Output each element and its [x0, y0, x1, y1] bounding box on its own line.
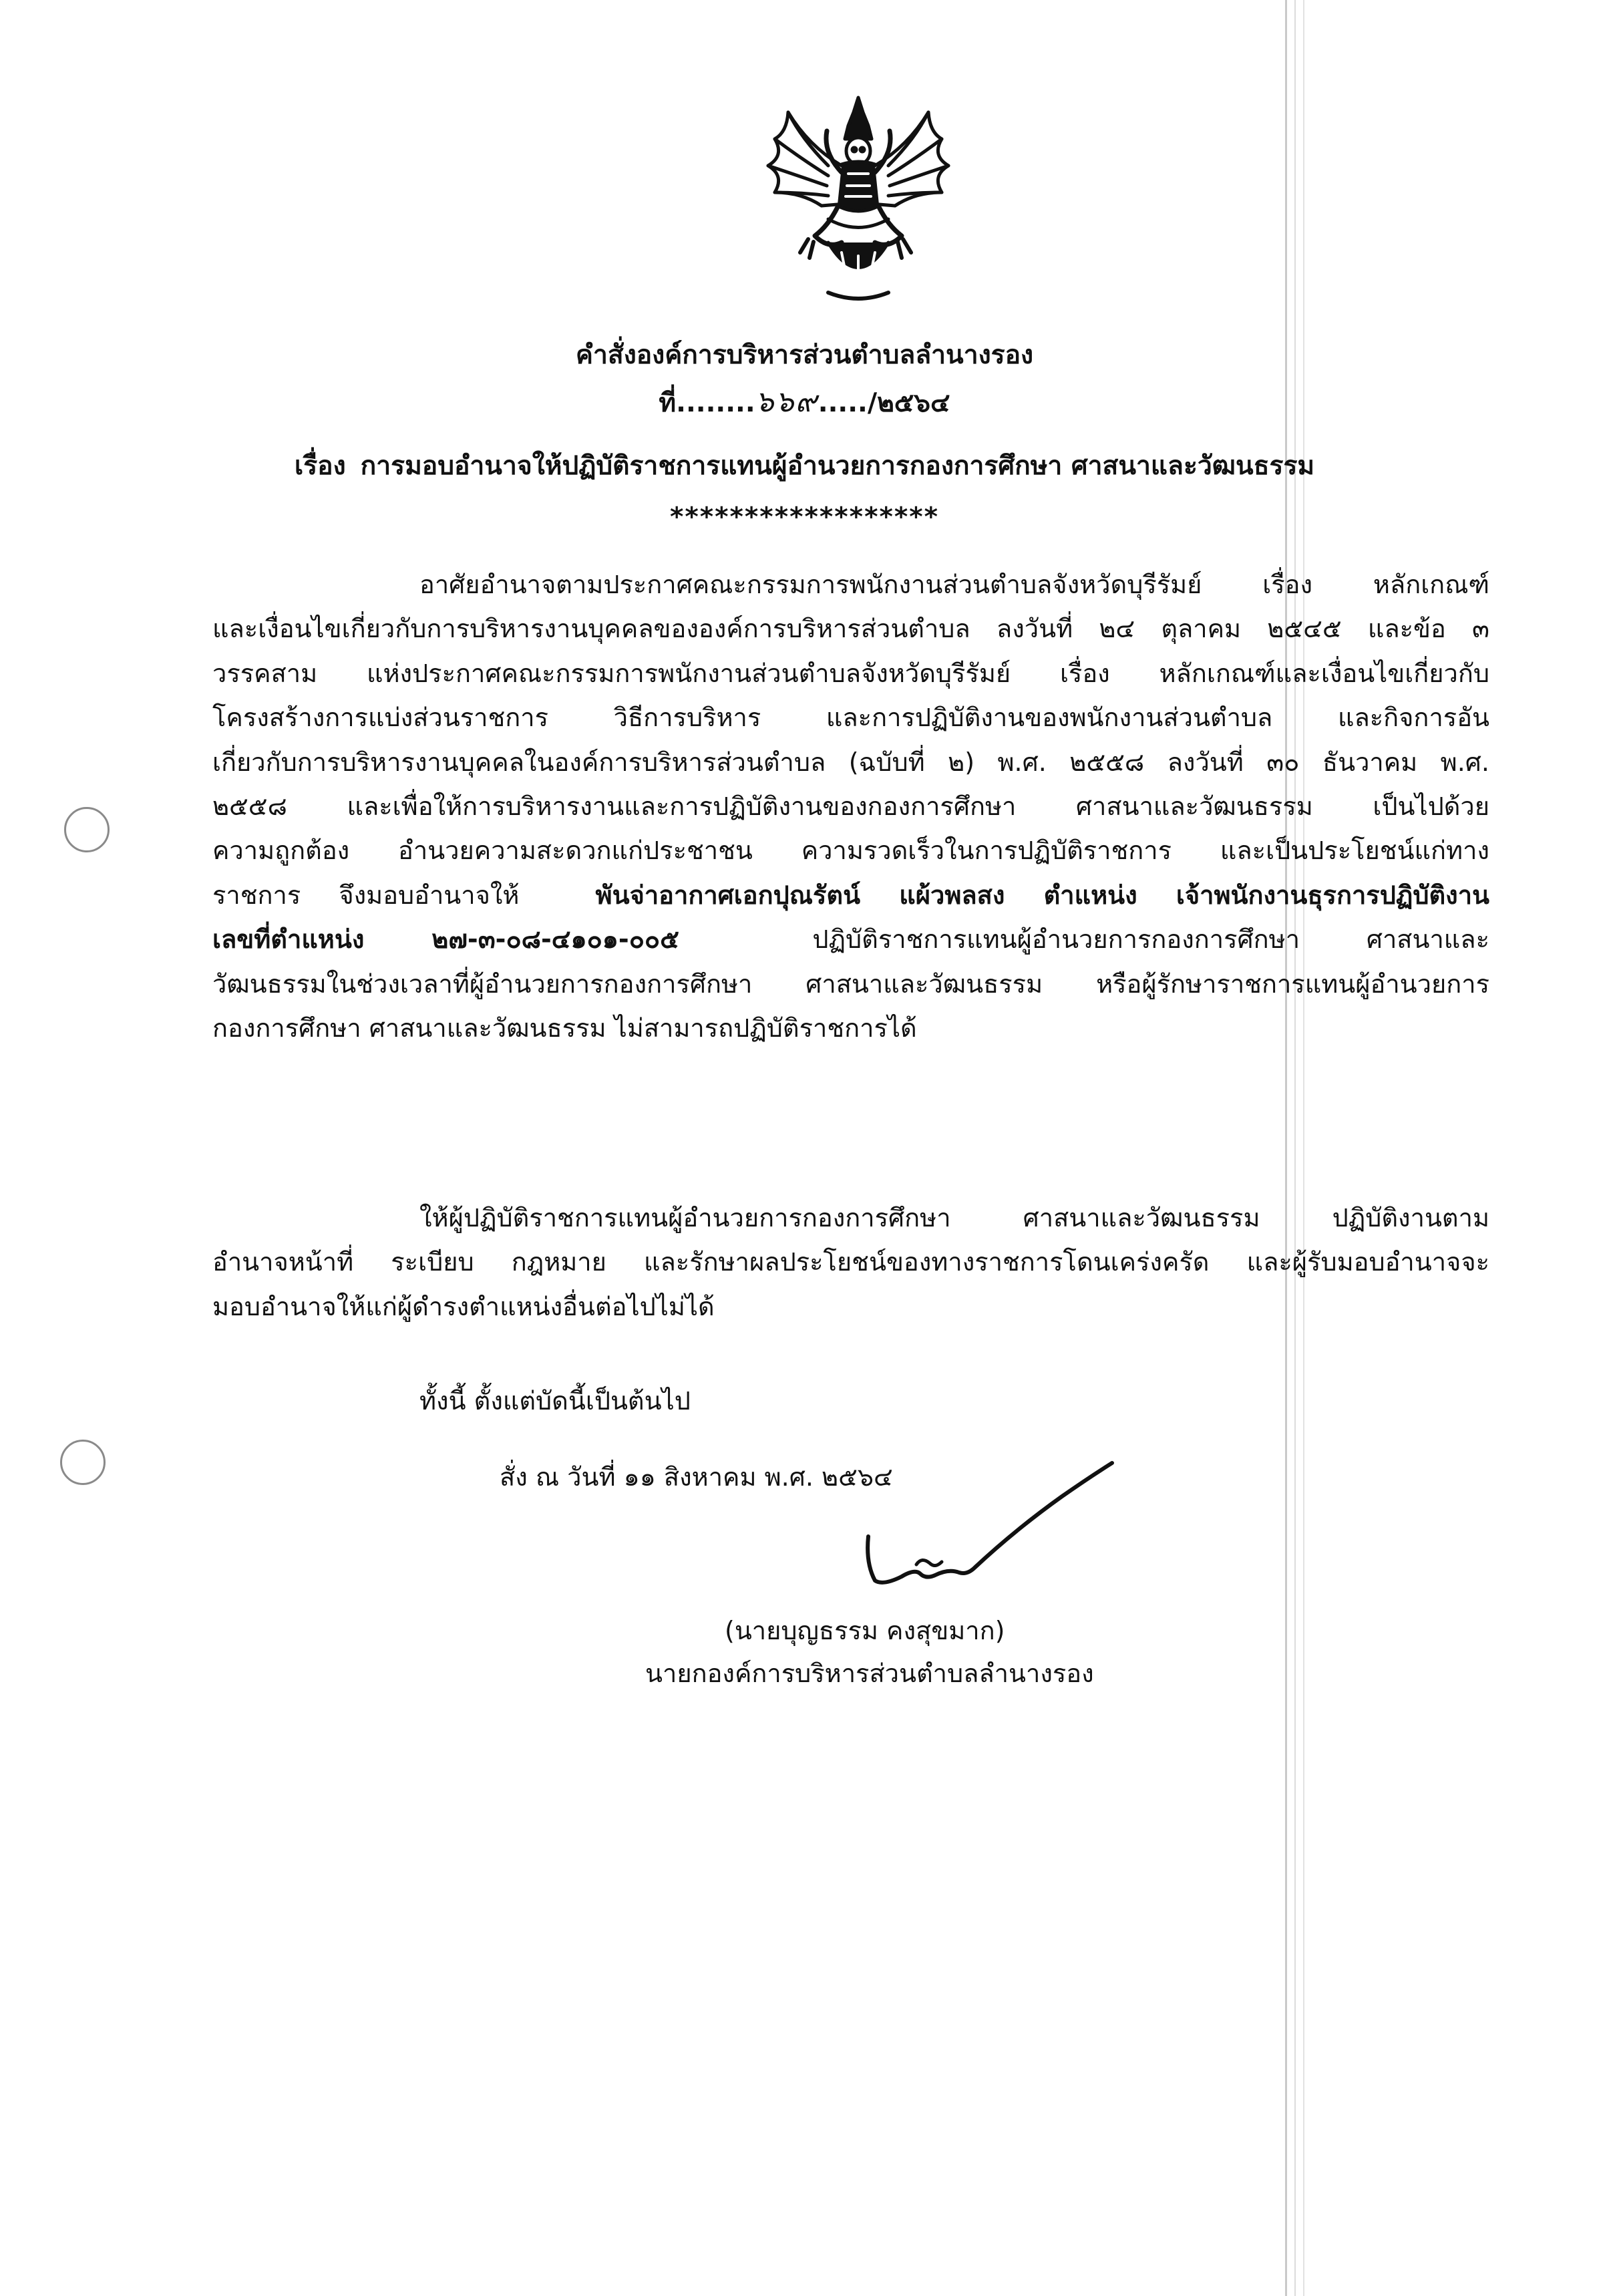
delegate-name-position: พันจ่าอากาศเอกปุณรัตน์ แผ้วพลสง ตำแหน่ง เจ้าพนักงานธุรการปฏิบัติงาน [595, 880, 1490, 910]
effective-clause: ทั้งนี้ ตั้งแต่บัดนี้เป็นต้นไป [419, 1386, 691, 1416]
paragraph-line: ให้ผู้ปฏิบัติราชการแทนผู้อำนวยการกองการศึกษา ศาสนาและวัฒนธรรม ปฏิบัติงานตาม [419, 1203, 1489, 1233]
paragraph-text: ปฏิบัติราชการแทนผู้อำนวยการกองการศึกษา ศาสนาและ [812, 925, 1489, 955]
paragraph-authority [212, 562, 1489, 1050]
order-date: สั่ง ณ วันที่ ๑๑ สิงหาคม พ.ศ. ๒๕๖๔ [500, 1462, 893, 1492]
order-number-dots: ........ [676, 388, 755, 418]
subject-text: การมอบอำนาจให้ปฏิบัติราชการแทนผู้อำนวยการกองการศึกษา ศาสนาและวัฒนธรรม [360, 451, 1315, 481]
paragraph-line: วรรคสาม แห่งประกาศคณะกรรมการพนักงานส่วนตำบลจังหวัดบุรีรัมย์ เรื่อง หลักเกณฑ์และเงื่อนไขเกี่ยวกับ [212, 658, 1489, 688]
paragraph-line: โครงสร้างการแบ่งส่วนราชการ วิธีการบริหาร และการปฏิบัติงานของพนักงานส่วนตำบล และกิจการอัน [212, 703, 1489, 733]
paragraph-line: ๒๕๕๘ และเพื่อให้การบริหารงานและการปฏิบัติงานของกองการศึกษา ศาสนาและวัฒนธรรม เป็นไปด้วย [212, 792, 1489, 822]
punch-hole [60, 1440, 106, 1485]
order-title: คำสั่งองค์การบริหารส่วนตำบลลำนางรอง [575, 340, 1034, 370]
paragraph-line [212, 873, 1489, 917]
garuda-emblem [748, 92, 968, 306]
paragraph-line: อำนาจหน้าที่ ระเบียบ กฎหมาย และรักษาผลประโยชน์ของทางราชการโดนเคร่งครัด และผู้รับมอบอำนาจจะ [212, 1247, 1489, 1277]
paragraph-line: เกี่ยวกับการบริหารงานบุคคลในองค์การบริหารส่วนตำบล (ฉบับที่ ๒) พ.ศ. ๒๕๕๘ ลงวันที่ ๓๐ ธันวาคม พ.ศ. [212, 747, 1489, 777]
order-number-dots: ..... [818, 388, 868, 418]
signature-image [842, 1450, 1122, 1603]
paragraph-line: วัฒนธรรมในช่วงเวลาที่ผู้อำนวยการกองการศึกษา ศาสนาและวัฒนธรรม หรือผู้รักษาราชการแทนผู้อำนวยการ [212, 969, 1489, 999]
separator-stars: ****************** [669, 502, 940, 532]
order-number-value: ๖๖๙ [755, 385, 818, 419]
paragraph-line: และเงื่อนไขเกี่ยวกับการบริหารงานบุคคลขององค์การบริหารส่วนตำบล ลงวันที่ ๒๔ ตุลาคม ๒๕๔๕ และข้อ ๓ [212, 614, 1489, 644]
paragraph-line: กองการศึกษา ศาสนาและวัฒนธรรม ไม่สามารถปฏิบัติราชการได้ [212, 1013, 917, 1043]
order-number-prefix: ที่ [659, 388, 677, 418]
paragraph-line: ความถูกต้อง อำนวยความสะดวกแก่ประชาชน ความรวดเร็วในการปฏิบัติราชการ และเป็นประโยชน์แก่ทาง [212, 836, 1489, 866]
position-number: เลขที่ตำแหน่ง ๒๗-๓-๐๘-๔๑๐๑-๐๐๕ [212, 925, 679, 955]
paragraph-line [212, 917, 1489, 961]
subject-label: เรื่อง [294, 451, 346, 481]
subject-line [0, 445, 1609, 486]
signer-title: นายกองค์การบริหารส่วนตำบลลำนางรอง [645, 1659, 1094, 1688]
paragraph-line: มอบอำนาจให้แก่ผู้ดำรงตำแหน่งอื่นต่อไปไม่ได้ [212, 1291, 715, 1321]
paragraph-duties [212, 1196, 1489, 1329]
paragraph-line: อาศัยอำนาจตามประกาศคณะกรรมการพนักงานส่วนตำบลจังหวัดบุรีรัมย์ เรื่อง หลักเกณฑ์ [419, 570, 1489, 599]
paragraph-text: ราชการ จึงมอบอำนาจให้ [212, 880, 520, 910]
punch-hole [64, 807, 110, 852]
order-number [0, 378, 1609, 425]
order-number-suffix: /๒๕๖๔ [867, 388, 950, 418]
signer-name: (นายบุญธรรม คงสุขมาก) [725, 1616, 1005, 1645]
